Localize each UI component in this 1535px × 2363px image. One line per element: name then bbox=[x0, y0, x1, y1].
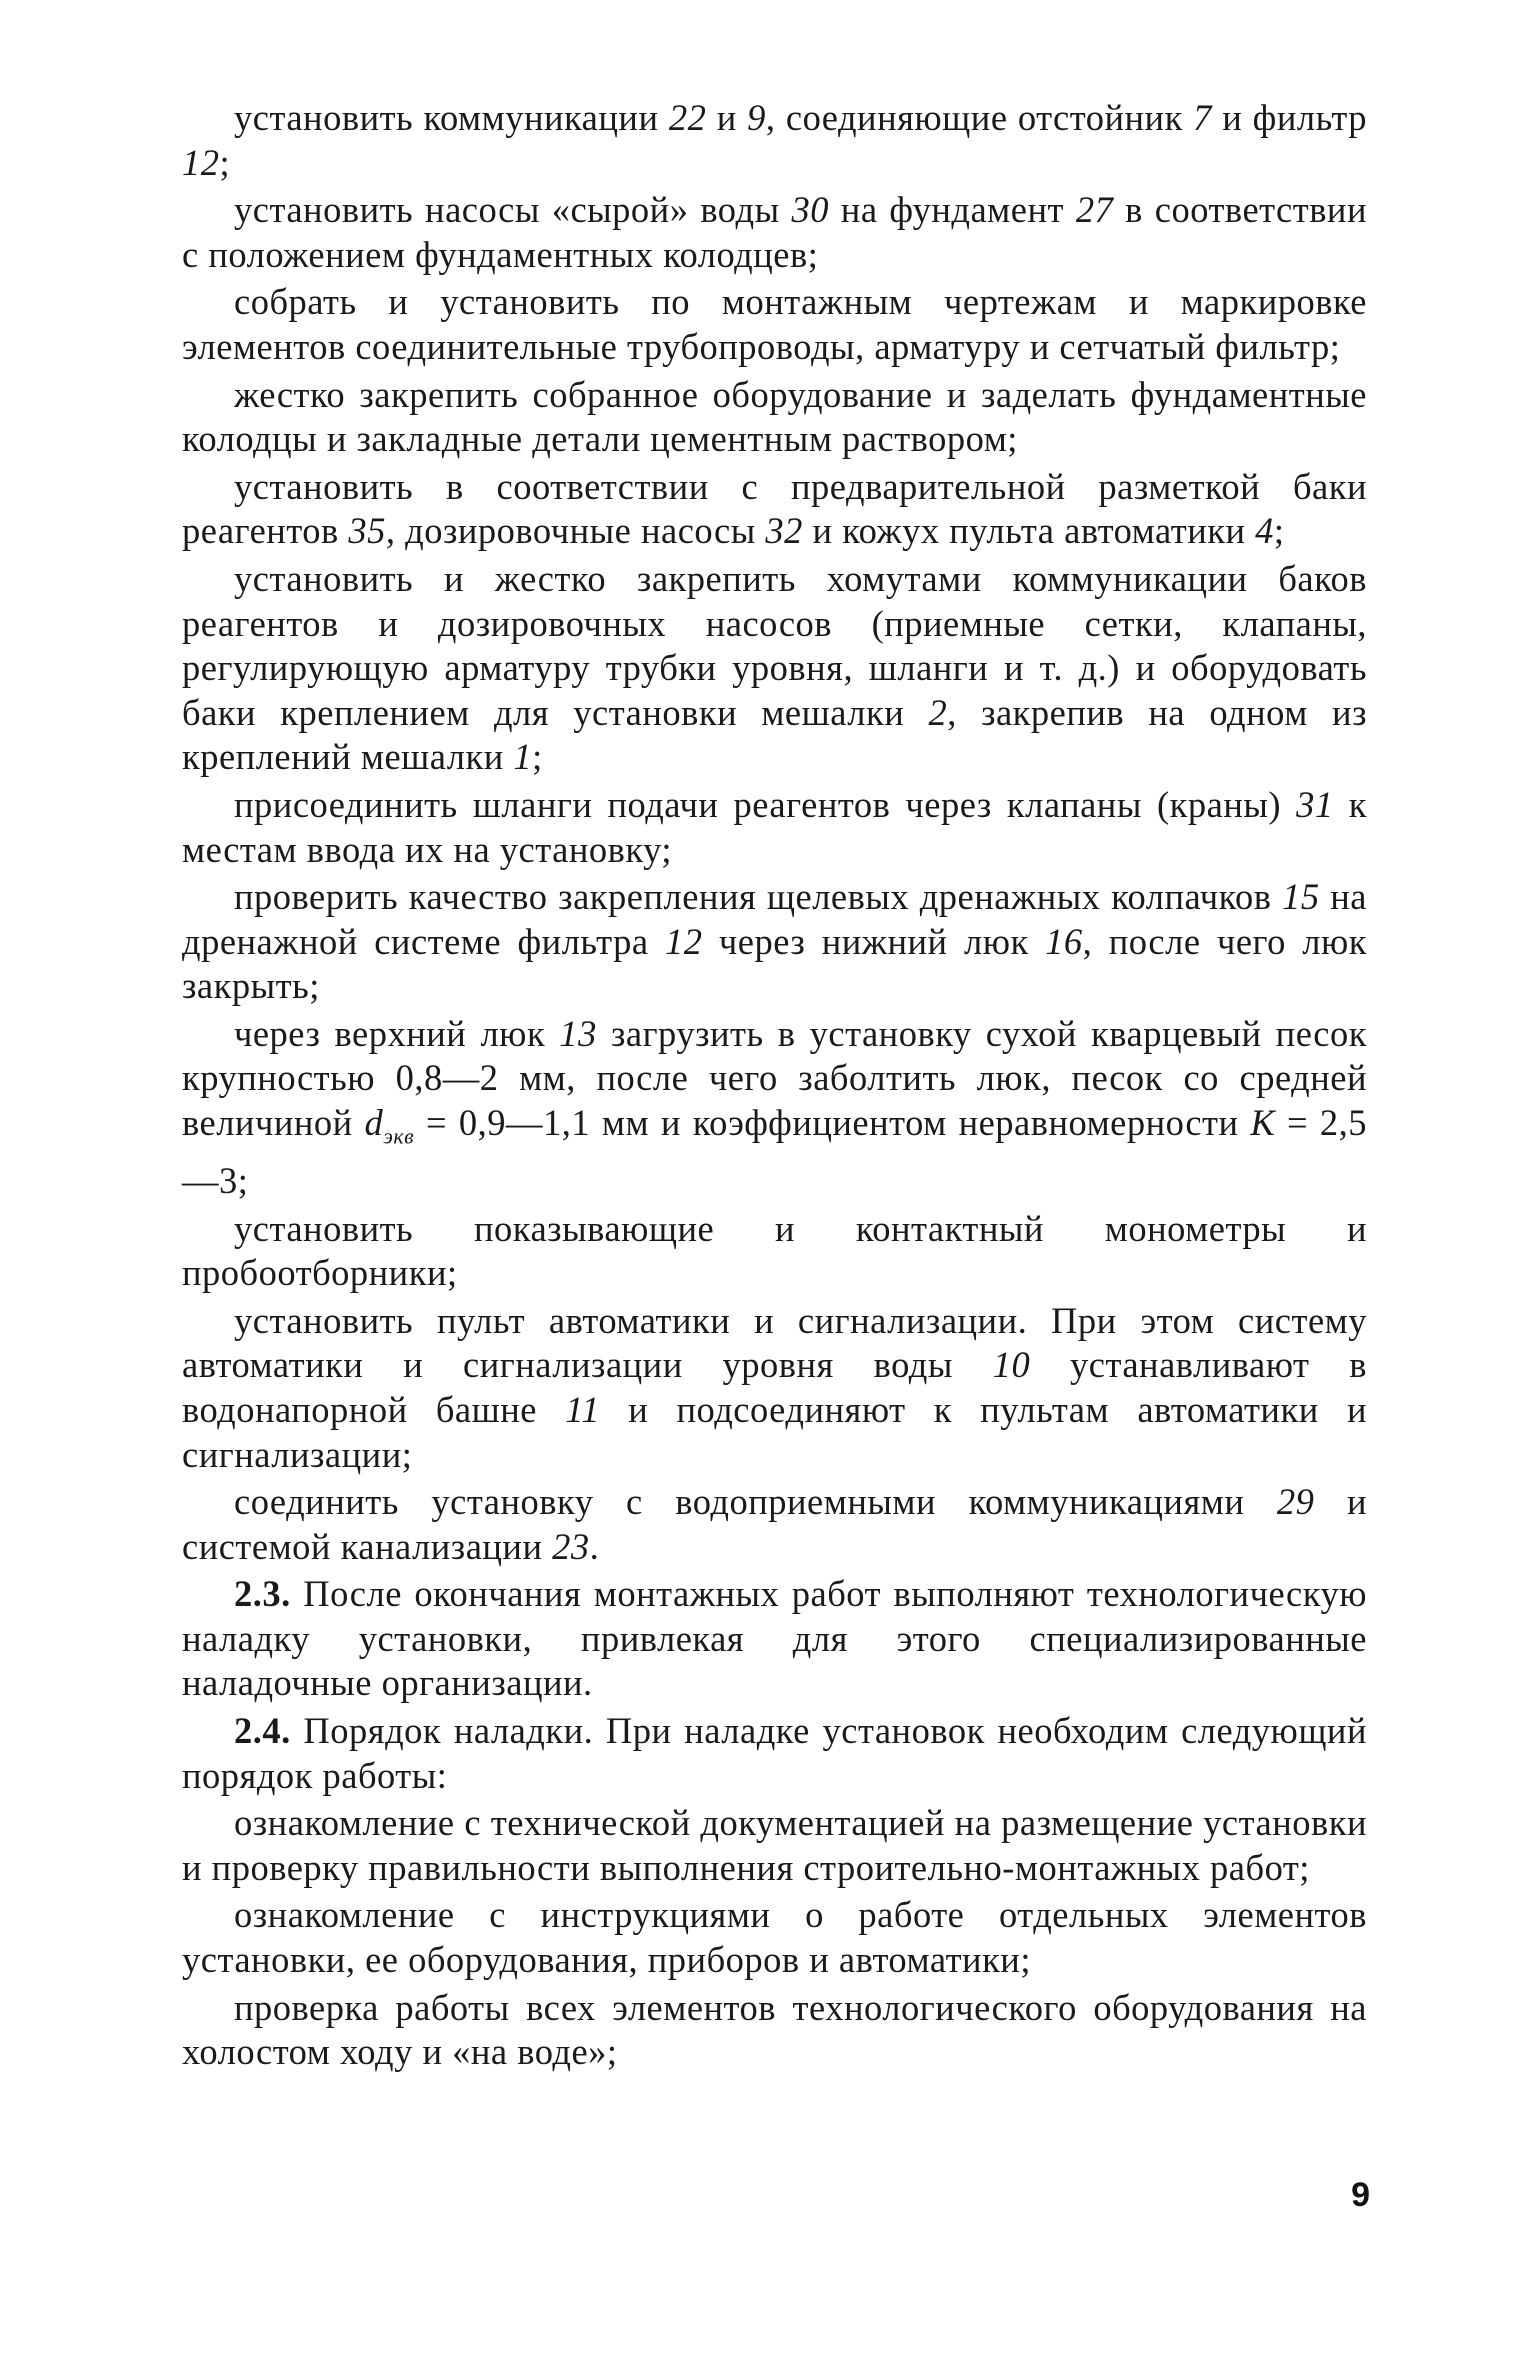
text-run: и подсоединяют к пультам автоматики и сигнализации; bbox=[182, 1388, 1367, 1475]
text-run: установить коммуникации bbox=[234, 97, 669, 138]
text-run: загрузить в установку сухой кварцевый песок крупностью 0,8—2 мм, после чего заболтить люк, песок со средней величиной bbox=[182, 1012, 1367, 1144]
paragraph bbox=[182, 1012, 1367, 1204]
text-run: ; bbox=[219, 141, 231, 183]
paragraph bbox=[182, 1709, 1367, 1798]
text-run: через нижний люк bbox=[702, 920, 1046, 962]
reference-number: 10 bbox=[992, 1344, 1031, 1386]
text-run: = 2,5—3; bbox=[182, 1102, 1367, 1201]
reference-number: 12 bbox=[664, 920, 703, 962]
document-body bbox=[182, 96, 1367, 2078]
text-run: , соединяющие отстойник bbox=[765, 97, 1194, 138]
reference-number: 35 bbox=[348, 510, 386, 552]
text-run: на дренажной системе фильтра bbox=[182, 876, 1367, 962]
text-run: ; bbox=[532, 736, 543, 778]
section-number: 2.3. bbox=[234, 1573, 291, 1615]
reference-number: 23 bbox=[552, 1525, 590, 1567]
text-run: и кожух пульта автоматики bbox=[802, 510, 1256, 552]
paragraph bbox=[182, 875, 1367, 1009]
reference-number: 30 bbox=[791, 189, 829, 231]
section-number: 2.4. bbox=[234, 1710, 291, 1752]
text-run: . bbox=[589, 1525, 600, 1567]
text-run: через верхний люк bbox=[234, 1012, 560, 1054]
reference-number: 15 bbox=[1282, 876, 1320, 918]
reference-number: 1 bbox=[513, 736, 533, 778]
paragraph bbox=[182, 188, 1367, 277]
text-run: установить в соответствии с предварительной разметкой баки реагентов bbox=[182, 465, 1367, 552]
text-run: установить показывающие и контактный монометры и пробоотборники; bbox=[182, 1207, 1367, 1294]
reference-number: 16 bbox=[1045, 920, 1083, 962]
paragraph bbox=[182, 557, 1367, 780]
reference-number: 27 bbox=[1075, 189, 1114, 231]
reference-number: K bbox=[1250, 1102, 1276, 1144]
text-run: , дозировочные насосы bbox=[385, 510, 766, 552]
text-run: ; bbox=[1273, 510, 1285, 552]
text-run: Порядок наладки. При наладке установок необходим следующий порядок работы: bbox=[182, 1710, 1367, 1796]
text-run: проверить качество закрепления щелевых дренажных колпачков bbox=[234, 876, 1283, 918]
text-run: ознакомление с технической документацией на размещение установки и проверку правильности выполнения строительно-монтажных работ; bbox=[182, 1802, 1367, 1888]
paragraph bbox=[182, 1480, 1367, 1569]
text-run: , после чего люк закрыть; bbox=[182, 920, 1367, 1007]
text-run: , закрепив на одном из креплений мешалки bbox=[182, 691, 1367, 778]
text-run: экв bbox=[383, 1123, 415, 1149]
reference-number: 7 bbox=[1193, 97, 1212, 138]
paragraph bbox=[182, 1299, 1367, 1477]
text-run: присоединить шланги подачи реагентов через клапаны (краны) bbox=[234, 783, 1297, 825]
reference-number: 2 bbox=[928, 691, 948, 733]
reference-number: 31 bbox=[1296, 783, 1334, 825]
paragraph bbox=[182, 373, 1367, 462]
text-run: и bbox=[706, 97, 748, 138]
paragraph bbox=[182, 1572, 1367, 1706]
text-run: ознакомление с инструкциями о работе отдельных элементов установки, ее оборудования, приборов и автоматики; bbox=[182, 1894, 1367, 1981]
text-run: = 0,9—1,1 мм и коэффициентом неравномерности bbox=[414, 1102, 1251, 1144]
reference-number: 22 bbox=[668, 97, 707, 138]
text-run: установить насосы «сырой» воды bbox=[234, 189, 792, 231]
paragraph bbox=[182, 280, 1367, 369]
reference-number: 29 bbox=[1276, 1481, 1315, 1523]
text-run: устанавливают в водонапорной башне bbox=[182, 1344, 1367, 1430]
text-run: и системой канализации bbox=[182, 1481, 1367, 1567]
text-run: соединить установку с водоприемными коммуникациями bbox=[234, 1481, 1277, 1523]
text-run: и фильтр bbox=[1211, 97, 1367, 138]
reference-number: 11 bbox=[565, 1388, 600, 1430]
paragraph bbox=[182, 465, 1367, 554]
reference-number: 9 bbox=[747, 97, 766, 138]
text-run: После окончания монтажных работ выполняют технологическую наладку установки, привлекая для этого специализированные наладочные организации. bbox=[182, 1573, 1367, 1704]
text-run: установить пульт автоматики и сигнализации. При этом систему автоматики и сигнализации уровня воды bbox=[182, 1299, 1367, 1386]
text-run: жестко закрепить собранное оборудование и заделать фундаментные колодцы и закладные детали цементным раствором; bbox=[182, 373, 1367, 460]
text-run: в соответствии с положением фундаментных колодцев; bbox=[182, 189, 1368, 275]
paragraph bbox=[182, 1893, 1367, 1982]
reference-number: 12 bbox=[182, 141, 220, 183]
reference-number: d bbox=[364, 1102, 384, 1144]
reference-number: 13 bbox=[559, 1012, 597, 1054]
paragraph bbox=[182, 96, 1367, 185]
text-run: собрать и установить по монтажным чертежам и маркировке элементов соединительные трубопроводы, арматуру и сетчатый фильтр; bbox=[182, 281, 1367, 367]
reference-number: 4 bbox=[1255, 510, 1274, 552]
paragraph bbox=[182, 1801, 1367, 1890]
text-run: установить и жестко закрепить хомутами коммуникации баков реагентов и дозировочных насосов (приемные сетки, клапаны, регулирующую арматуру трубки уровня, шланги и т. д.) и оборудовать баки креплением для установки мешалки bbox=[182, 557, 1367, 733]
text-run: проверка работы всех элементов технологического оборудования на холостом ходу и «на воде»; bbox=[182, 1986, 1367, 2073]
text-run: на фундамент bbox=[828, 189, 1076, 231]
page-number: 9 bbox=[1351, 2176, 1370, 2214]
paragraph bbox=[182, 783, 1367, 872]
paragraph bbox=[182, 1207, 1367, 1296]
text-run: к местам ввода их на установку; bbox=[182, 783, 1368, 870]
reference-number: 32 bbox=[765, 510, 803, 552]
paragraph bbox=[182, 1986, 1367, 2075]
